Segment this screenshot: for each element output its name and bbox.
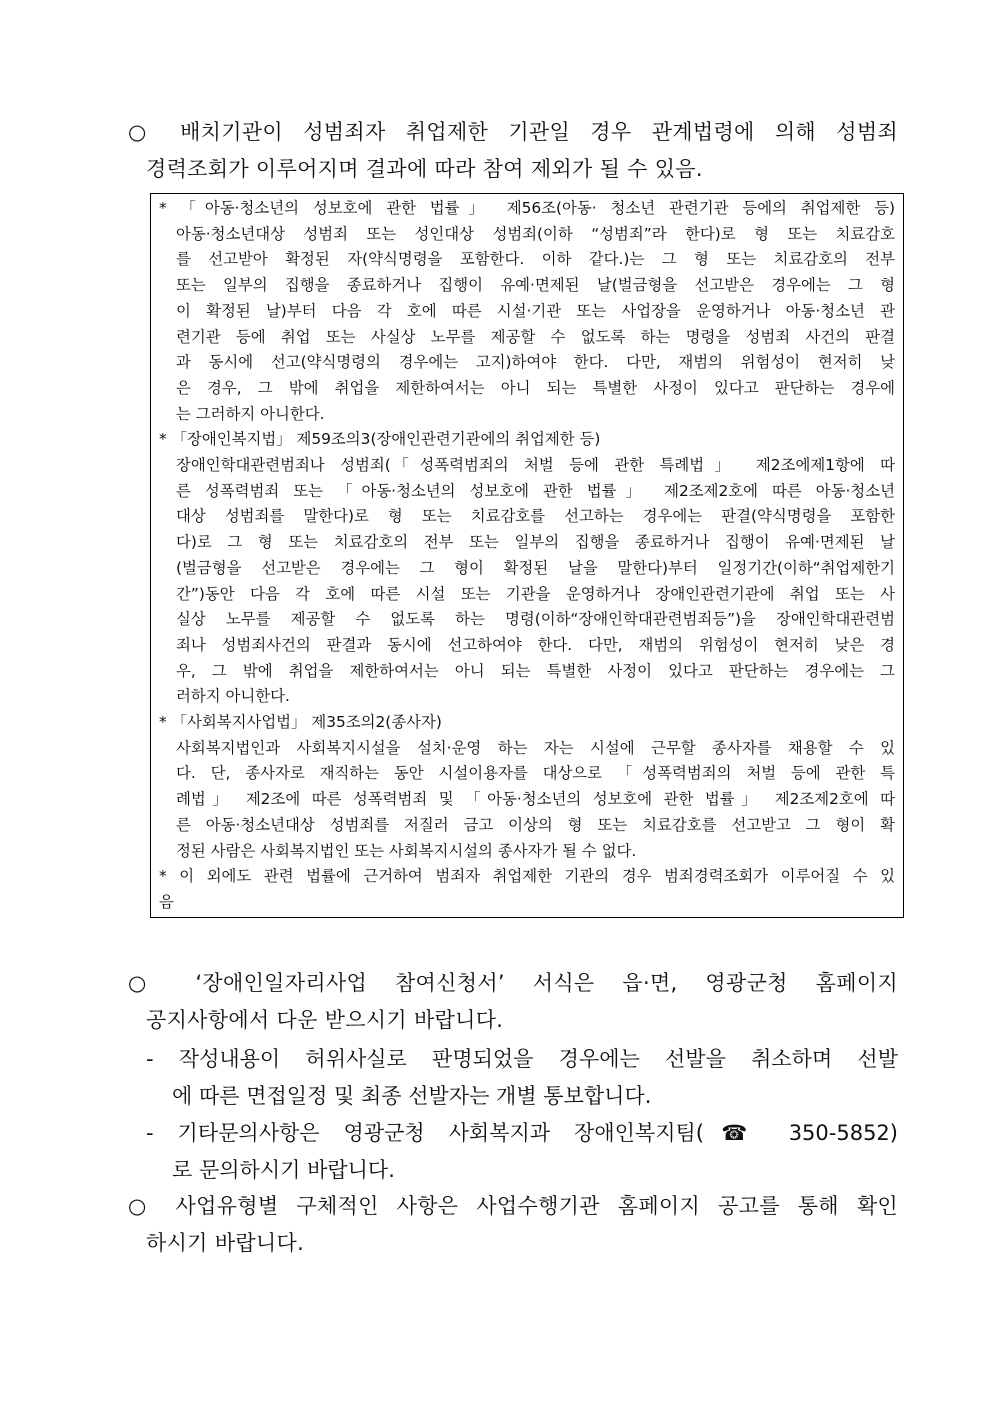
law-text-line: 른 아동·청소년대상 성범죄를 저질러 금고 이상의 형 또는 치료감호를 선고받고 그 형이 확 [176, 815, 895, 834]
law-text-line: 정된 사람은 사회복지법인 또는 사회복지시설의 종사자가 될 수 없다. [176, 841, 637, 860]
business-type-notice [128, 1188, 898, 1262]
law-text-line: 다)로 그 형 또는 치료감호의 전부 또는 일부의 집행을 종료하거나 집행이 유예·면제된 날 [176, 533, 895, 552]
closing-line-2: 하시기 바랍니다. [146, 1231, 305, 1255]
law-text-line: 다. 단, 종사자로 재직하는 동안 시설이용자를 대상으로 「성폭력범죄의 처벌 등에 관한 특 [176, 764, 895, 783]
form-notice-line-2: 공지사항에서 다운 받으시기 바랍니다. [146, 1008, 504, 1032]
law-text-line: 사회복지법인과 사회복지시설을 설치·운영 하는 자는 시설에 근무할 종사자를 채용할 수 있 [176, 738, 895, 757]
bullet-2-line-1: - 기타문의사항은 영광군청 사회복지과 장애인복지팀(☎ 350-5852) [146, 1121, 898, 1145]
legal-reference-box [150, 193, 904, 918]
bullet-1-line-2: 에 따른 면접일정 및 최종 선발자는 개별 통보합니다. [172, 1084, 652, 1108]
law-text-line: 장애인학대관련범죄나 성범죄(「성폭력범죄의 처벌 등에 관한 특례법」 제2조에제1항에 따 [176, 456, 895, 475]
law-text-line: 우, 그 밖에 취업을 제한하여서는 아니 되는 특별한 사정이 있다고 판단하는 경우에는 그 [176, 661, 895, 680]
law-note-other: * 이 외에도 관련 법률에 근거하여 범죄자 취업제한 기관의 경우 범죄경력조회가 이루어질 수 있 [159, 867, 895, 886]
law-text-line: 른 성폭력범죄 또는 「아동·청소년의 성보호에 관한 법률」 제2조제2호에 따른 아동·청소년 [176, 481, 895, 500]
law-text-line: 과 동시에 선고(약식명령의 경우에는 고지)하여야 한다. 다만, 재범의 위험성이 현저히 낮 [176, 353, 895, 372]
form-notice-line-1: ○ ‘장애인일자리사업 참여신청서’ 서식은 읍·면, 영광군청 홈페이지 [128, 971, 898, 995]
law-text-line: 러하지 아니한다. [176, 687, 290, 706]
law-heading-youth: * 「아동·청소년의 성보호에 관한 법률」 제56조(아동· 청소년 관련기관 등에의 취업제한 등) [159, 199, 895, 217]
law-text-line: (벌금형을 선고받은 경우에는 그 형이 확정된 날을 말한다)부터 일정기간(이하“취업제한기 [176, 558, 895, 577]
law-text-line: 를 선고받아 확정된 자(약식명령을 포함한다. 이하 같다.)는 그 형 또는 치료감호의 전부 [176, 250, 895, 269]
law-text-line: 아동·청소년대상 성범죄 또는 성인대상 성범죄(이하 “성범죄”라 한다)로 형 또는 치료감호 [176, 224, 895, 243]
law-text-line: 또는 일부의 집행을 종료하거나 집행이 유예·면제된 날(벌금형을 선고받은 경우에는 그 형 [176, 276, 895, 295]
notice-line-1: ○ 배치기관이 성범죄자 취업제한 기관일 경우 관계법령에 의해 성범죄 [128, 120, 898, 144]
criminal-record-notice [128, 114, 898, 188]
bullet-1-line-1: - 작성내용이 허위사실로 판명되었을 경우에는 선발을 취소하며 선발 [146, 1047, 898, 1071]
law-text-line: 죄나 성범죄사건의 판결과 동시에 선고하여야 한다. 다만, 재범의 위험성이 현저히 낮은 경 [176, 635, 895, 654]
law-text-line: 이 확정된 날)부터 다음 각 호에 따른 시설·기관 또는 사업장을 운영하거나 아동·청소년 관 [176, 301, 895, 320]
law-text-line: 련기관 등에 취업 또는 사실상 노무를 제공할 수 없도록 하는 명령을 성범죄 사건의 판결 [176, 327, 895, 346]
law-heading-social-welfare: * 「사회복지사업법」 제35조의2(종사자) [159, 713, 442, 732]
law-note-other-cont: 음 [159, 892, 174, 911]
law-text-line: 실상 노무를 제공할 수 없도록 하는 명령(이하“장애인학대관련범죄등”)을 장애인학대관련범 [176, 610, 895, 629]
law-text-line: 간”)동안 다음 각 호에 따른 시설 또는 기관을 운영하거나 장애인관련기관에 취업 또는 사 [176, 584, 895, 603]
bullet-2-line-2: 로 문의하시기 바랍니다. [172, 1158, 395, 1182]
law-text-line: 대상 성범죄를 말한다)로 형 또는 치료감호를 선고하는 경우에는 판결(약식명령을 포함한 [176, 507, 895, 526]
law-heading-disability: * 「장애인복지법」 제59조의3(장애인관련기관에의 취업제한 등) [159, 430, 601, 449]
closing-line-1: ○ 사업유형별 구체적인 사항은 사업수행기관 홈페이지 공고를 통해 확인 [128, 1194, 898, 1218]
law-text-line: 례법」 제2조에 따른 성폭력범죄 및 「아동·청소년의 성보호에 관한 법률」 제2조제2호에 따 [176, 790, 895, 809]
bullet-false-info [146, 1041, 898, 1115]
law-text-line: 는 그러하지 아니한다. [176, 404, 325, 423]
form-download-notice [128, 965, 898, 1039]
bullet-inquiry [146, 1115, 898, 1189]
notice-line-2: 경력조회가 이루어지며 결과에 따라 참여 제외가 될 수 있음. [146, 157, 703, 181]
law-text-line: 은 경우, 그 밖에 취업을 제한하여서는 아니 되는 특별한 사정이 있다고 판단하는 경우에 [176, 378, 895, 397]
